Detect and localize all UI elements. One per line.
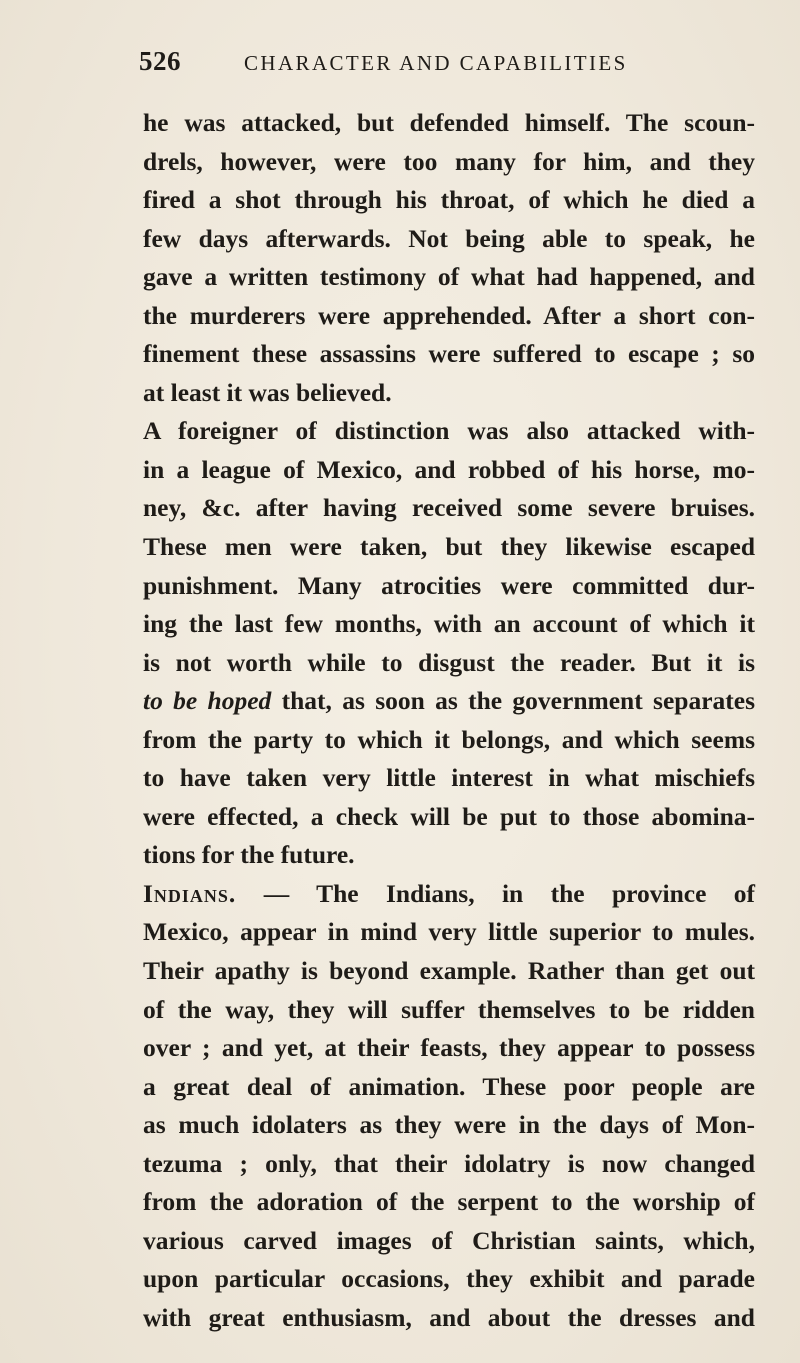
text-line-1: he was attacked, but defended himself. The scoun-: [143, 108, 755, 137]
text-line-32: with great enthusiasm, and about the dresses and: [143, 1302, 755, 1332]
text-line-16: [143, 682, 755, 721]
text-line-24: of the way, they will suffer themselves to be ridden: [143, 994, 755, 1024]
text-line-19: were effected, a check will be put to those abomina-: [143, 801, 755, 831]
text-line-17: from the party to which it belongs, and which seems: [143, 724, 755, 754]
text-line-21-rest: — The Indians, in the province of: [263, 878, 756, 908]
section-heading: Indians.: [143, 878, 237, 908]
text-line-2: drels, however, were too many for him, and they: [143, 146, 755, 176]
text-line-13: punishment. Many atrocities were committed dur-: [143, 570, 755, 600]
text-line-3: fired a shot through his throat, of which he died a: [143, 185, 755, 215]
text-line-4: few days afterwards. Not being able to speak, he: [143, 223, 755, 253]
text-line-25: over ; and yet, at their feasts, they appear to possess: [143, 1033, 755, 1063]
text-line-5: gave a written testimony of what had happened, and: [143, 262, 755, 292]
text-line-7: finement these assassins were suffered to escape ; so: [143, 339, 755, 369]
text-line-16-rest: that, as soon as the government separates: [281, 686, 756, 716]
italic-phrase: to be hoped: [143, 686, 272, 716]
text-line-21: [143, 875, 755, 914]
text-line-15: is not worth while to disgust the reader. But it is: [143, 647, 755, 677]
text-line-29: from the adoration of the serpent to the worship of: [143, 1187, 755, 1217]
text-line-30: various carved images of Christian saints, which,: [143, 1225, 755, 1255]
text-line-31: upon particular occasions, they exhibit and parade: [143, 1264, 755, 1294]
text-line-26: a great deal of animation. These poor people are: [143, 1071, 755, 1101]
text-line-18: to have taken very little interest in what mischiefs: [143, 763, 755, 793]
text-line-14: ing the last few months, with an account of which it: [143, 609, 755, 639]
text-line-6: the murderers were apprehended. After a short con-: [143, 300, 755, 330]
text-line-12: These men were taken, but they likewise escaped: [143, 532, 755, 562]
text-line-22: Mexico, appear in mind very little superior to mules.: [143, 917, 755, 947]
text-line-20: tions for the future.: [143, 840, 355, 870]
text-line-9: A foreigner of distinction was also attacked with-: [143, 416, 755, 446]
text-line-28: tezuma ; only, that their idolatry is now changed: [143, 1148, 755, 1178]
text-line-10: in a league of Mexico, and robbed of his horse, mo-: [143, 454, 755, 484]
text-line-8: at least it was believed.: [143, 377, 392, 407]
text-line-11: ney, &c. after having received some severe bruises.: [143, 493, 755, 523]
running-title: CHARACTER AND CAPABILITIES: [244, 51, 628, 75]
text-line-23: Their apathy is beyond example. Rather than get out: [143, 956, 755, 986]
running-head: [139, 46, 759, 86]
page-number: 526: [139, 46, 181, 76]
body-text: [143, 104, 755, 1338]
text-line-27: as much idolaters as they were in the days of Mon-: [143, 1110, 755, 1140]
